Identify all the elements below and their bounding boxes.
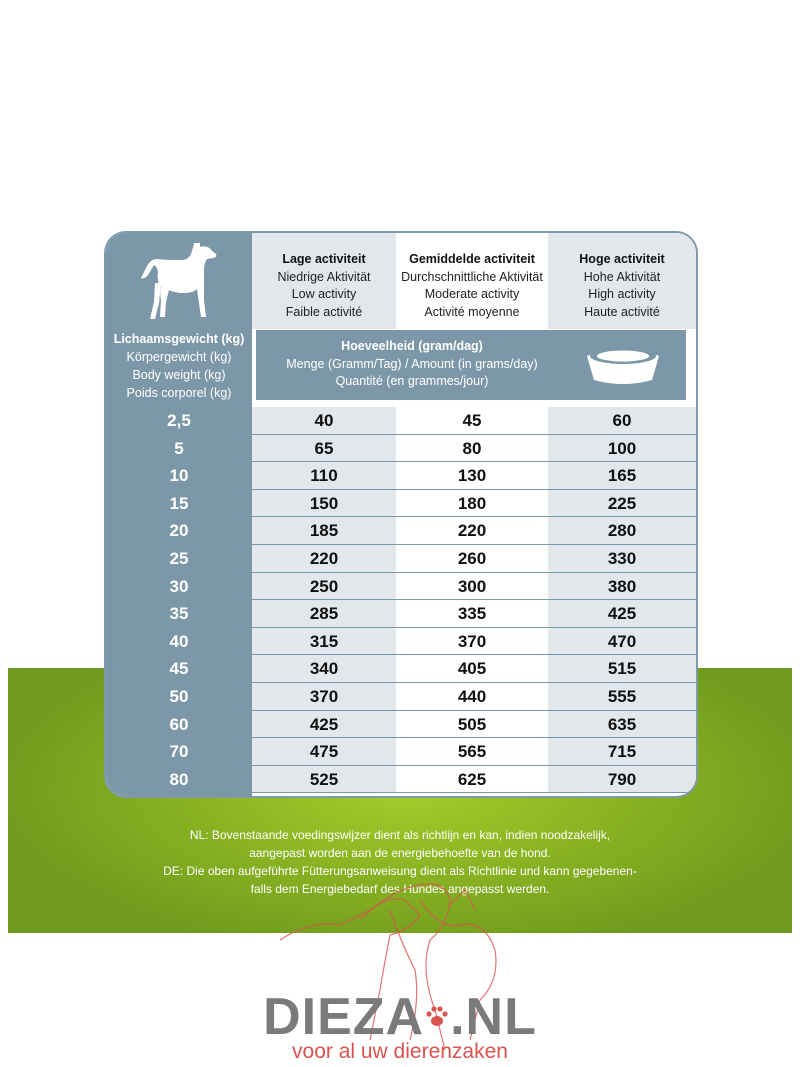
high-activity-cell: 635 xyxy=(548,711,696,739)
column-line: Niedrige Aktivität xyxy=(277,269,371,284)
column-line: Hohe Aktivität xyxy=(583,269,661,284)
low-activity-cell: 250 xyxy=(252,573,396,601)
weight-cell: 35 xyxy=(169,604,189,624)
weight-cell: 60 xyxy=(169,714,189,734)
column-header-moderate xyxy=(398,251,546,321)
amount-header xyxy=(256,330,686,400)
high-activity-cell: 100 xyxy=(548,435,696,463)
logo-tagline: voor al uw dierenzaken xyxy=(292,1040,508,1063)
weight-cell: 25 xyxy=(169,548,189,568)
high-activity-cell: 225 xyxy=(548,490,696,518)
weight-cell: 10 xyxy=(169,466,189,486)
column-line: Activité moyenne xyxy=(424,304,520,319)
amount-line: Menge (Gramm/Tag) / Amount (in grams/day) xyxy=(286,356,538,371)
weight-header-fr: Poids corporel (kg) xyxy=(126,386,232,400)
moderate-activity-cell: 260 xyxy=(396,545,548,573)
moderate-activity-cell: 80 xyxy=(396,435,548,463)
column-line: Durchschnittliche Aktivität xyxy=(401,269,543,284)
high-activity-cell: 470 xyxy=(548,628,696,656)
high-activity-cell: 425 xyxy=(548,600,696,628)
weight-header xyxy=(106,330,252,402)
moderate-activity-cell: 335 xyxy=(396,600,548,628)
low-activity-cell: 40 xyxy=(252,407,396,435)
note-line: falls dem Energiebedarf des Hundes angepasst werden. xyxy=(250,882,550,896)
paw-icon xyxy=(424,1004,450,1030)
weight-cell: 45 xyxy=(169,659,189,679)
amount-line: Quantité (en grammes/jour) xyxy=(335,374,489,388)
high-activity-cell: 60 xyxy=(548,407,696,435)
table-row xyxy=(106,600,696,628)
moderate-activity-cell: 300 xyxy=(396,573,548,601)
low-activity-cell: 315 xyxy=(252,628,396,656)
moderate-activity-cell: 45 xyxy=(396,407,548,435)
table-row xyxy=(106,545,696,573)
table-row xyxy=(106,655,696,683)
moderate-activity-cell: 220 xyxy=(396,517,548,545)
column-title: Lage activiteit xyxy=(282,252,366,266)
note-line: DE: Die oben aufgeführte Fütterungsanweisung dient als Richtlinie und kann gegebenen- xyxy=(163,864,637,878)
amount-title: Hoeveelheid (gram/dag) xyxy=(341,339,483,353)
weight-cell: 30 xyxy=(169,576,189,596)
column-title: Gemiddelde activiteit xyxy=(409,252,535,266)
column-header-low xyxy=(250,251,398,321)
table-row xyxy=(106,407,696,435)
high-activity-cell: 715 xyxy=(548,738,696,766)
weight-header-nl: Lichaamsgewicht (kg) xyxy=(113,332,245,346)
note-line: aangepast worden aan de energiebehoefte van de hond. xyxy=(249,846,551,860)
table-body xyxy=(106,407,696,793)
table-row xyxy=(106,738,696,766)
table-row xyxy=(106,628,696,656)
low-activity-cell: 285 xyxy=(252,600,396,628)
table-row xyxy=(106,435,696,463)
weight-cell: 50 xyxy=(169,686,189,706)
low-activity-cell: 110 xyxy=(252,462,396,490)
low-activity-cell: 370 xyxy=(252,683,396,711)
low-activity-cell: 525 xyxy=(252,766,396,794)
table-row xyxy=(106,683,696,711)
table-row xyxy=(106,766,696,794)
dieza-logo xyxy=(0,990,800,1044)
column-header-high xyxy=(548,251,696,321)
table-row xyxy=(106,517,696,545)
low-activity-cell: 220 xyxy=(252,545,396,573)
low-activity-cell: 475 xyxy=(252,738,396,766)
moderate-activity-cell: 440 xyxy=(396,683,548,711)
logo-text-right: .NL xyxy=(450,988,537,1046)
weight-header-de: Körpergewicht (kg) xyxy=(126,350,232,364)
column-line: Haute activité xyxy=(584,304,660,319)
column-line: High activity xyxy=(588,287,656,301)
high-activity-cell: 380 xyxy=(548,573,696,601)
logo-text-left: DIEZA xyxy=(263,988,425,1046)
column-line: Moderate activity xyxy=(424,287,520,301)
column-title: Hoge activiteit xyxy=(579,252,665,266)
weight-cell: 70 xyxy=(169,742,189,762)
moderate-activity-cell: 370 xyxy=(396,628,548,656)
high-activity-cell: 555 xyxy=(548,683,696,711)
weight-cell: 15 xyxy=(169,493,189,513)
high-activity-cell: 165 xyxy=(548,462,696,490)
high-activity-cell: 790 xyxy=(548,766,696,794)
low-activity-cell: 340 xyxy=(252,655,396,683)
moderate-activity-cell: 565 xyxy=(396,738,548,766)
feeding-table xyxy=(104,231,698,798)
low-activity-cell: 185 xyxy=(252,517,396,545)
amount-header-text xyxy=(256,338,568,391)
table-row xyxy=(106,711,696,739)
table-row xyxy=(106,490,696,518)
moderate-activity-cell: 505 xyxy=(396,711,548,739)
low-activity-cell: 150 xyxy=(252,490,396,518)
moderate-activity-cell: 625 xyxy=(396,766,548,794)
weight-cell: 5 xyxy=(174,438,184,458)
high-activity-cell: 330 xyxy=(548,545,696,573)
weight-cell: 80 xyxy=(169,769,189,789)
weight-header-en: Body weight (kg) xyxy=(132,368,226,382)
note-line: NL: Bovenstaande voedingswijzer dient als richtlijn en kan, indien noodzakelijk, xyxy=(189,828,611,842)
high-activity-cell: 280 xyxy=(548,517,696,545)
weight-cell: 2,5 xyxy=(167,411,191,430)
column-line: Low activity xyxy=(291,287,357,301)
table-row xyxy=(106,573,696,601)
column-line: Faible activité xyxy=(285,304,363,319)
moderate-activity-cell: 180 xyxy=(396,490,548,518)
low-activity-cell: 65 xyxy=(252,435,396,463)
high-activity-cell: 515 xyxy=(548,655,696,683)
weight-cell: 20 xyxy=(169,521,189,541)
moderate-activity-cell: 405 xyxy=(396,655,548,683)
food-bowl-icon xyxy=(584,344,662,386)
table-row xyxy=(106,462,696,490)
weight-cell: 40 xyxy=(169,631,189,651)
low-activity-cell: 425 xyxy=(252,711,396,739)
moderate-activity-cell: 130 xyxy=(396,462,548,490)
dog-icon xyxy=(138,243,222,321)
